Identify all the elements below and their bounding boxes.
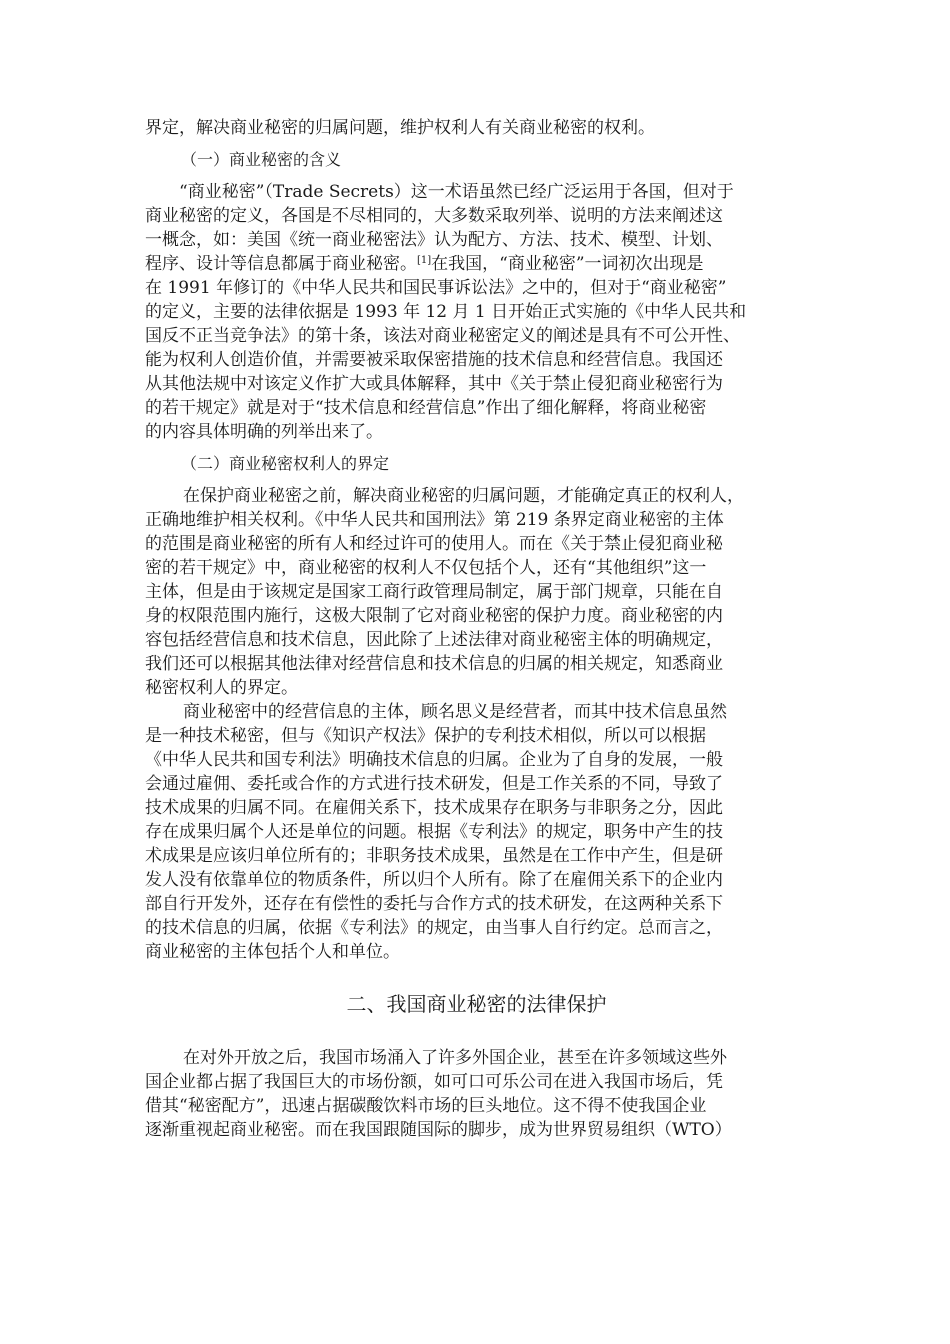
text-line: 《中华人民共和国专利法》明确技术信息的归属。企业为了自身的发展，一般 [145, 750, 723, 770]
text-line: 的技术信息的归属，依据《专利法》的规定，由当事人自行约定。总而言之， [145, 918, 723, 938]
text-line: 正确地维护相关权利。《中华人民共和国刑法》第 219 条界定商业秘密的主体 [145, 510, 724, 530]
text-line: 的若干规定》就是对于“技术信息和经营信息”作出了细化解释，将商业秘密 [145, 398, 707, 418]
text-line: 身的权限范围内施行，这极大限制了它对商业秘密的保护力度。商业秘密的内 [145, 606, 723, 626]
text-line: 国反不正当竞争法》的第十条，该法对商业秘密定义的阐述是具有不可公开性、 [145, 326, 740, 346]
paragraph-ownership [145, 700, 808, 964]
subheading-rightholder: （二）商业秘密权利人的界定 [181, 454, 390, 473]
text-line: 容包括经营信息和技术信息，因此除了上述法律对商业秘密主体的明确规定， [145, 630, 723, 650]
text-line: 界定，解决商业秘密的归属问题，维护权利人有关商业秘密的权利。 [145, 118, 655, 138]
text-segment: 在我国，“商业秘密”一词初次出现是 [431, 254, 704, 274]
text-line: 的内容具体明确的列举出来了。 [145, 422, 383, 442]
text-line: 在 1991 年修订的《中华人民共和国民事诉讼法》之中的，但对于“商业秘密” [145, 278, 727, 298]
section-heading: 二、我国商业秘密的法律保护 [346, 992, 607, 1016]
paragraph-opening-up [145, 1046, 808, 1142]
text-line: 部自行开发外，还存在有偿性的委托与合作方式的技术研发，在这两种关系下 [145, 894, 723, 914]
text-line: 主体，但是由于该规定是国家工商行政管理局制定，属于部门规章，只能在自 [145, 582, 723, 602]
paragraph-rightholder [145, 484, 808, 700]
paragraph-definition [145, 180, 808, 444]
text-line [145, 252, 808, 276]
text-line: 能为权利人创造价值，并需要被采取保密措施的技术信息和经营信息。我国还 [145, 350, 723, 370]
text-line: 发人没有依靠单位的物质条件，所以归个人所有。除了在雇佣关系下的企业内 [145, 870, 723, 890]
text-line: 借其“秘密配方”，迅速占据碳酸饮料市场的巨头地位。这不得不使我国企业 [145, 1096, 707, 1116]
text-line: 在对外开放之后，我国市场涌入了许多外国企业，甚至在许多领域这些外 [183, 1048, 727, 1068]
text-line: 我们还可以根据其他法律对经营信息和技术信息的归属的相关规定，知悉商业 [145, 654, 723, 674]
text-line: 的范围是商业秘密的所有人和经过许可的使用人。而在《关于禁止侵犯商业秘 [145, 534, 723, 554]
text-segment: 程序、设计等信息都属于商业秘密。 [145, 254, 417, 274]
text-line: 技术成果的归属不同。在雇佣关系下，技术成果存在职务与非职务之分，因此 [145, 798, 723, 818]
text-line: 密的若干规定》中，商业秘密的权利人不仅包括个人，还有“其他组织”这一 [145, 558, 707, 578]
subheading-meaning: （一）商业秘密的含义 [181, 150, 342, 169]
text-line: 逐渐重视起商业秘密。而在我国跟随国际的脚步，成为世界贸易组织（WTO） [145, 1120, 732, 1140]
text-line: 在保护商业秘密之前，解决商业秘密的归属问题，才能确定真正的权利人， [183, 486, 744, 506]
text-line: 商业秘密的定义，各国是不尽相同的，大多数采取列举、说明的方法来阐述这 [145, 206, 723, 226]
text-line: 商业秘密的主体包括个人和单位。 [145, 942, 400, 962]
document-page [145, 116, 808, 1142]
text-line: 是一种技术秘密，但与《知识产权法》保护的专利技术相似，所以可以根据 [145, 726, 706, 746]
text-line: 一概念，如：美国《统一商业秘密法》认为配方、方法、技术、模型、计划、 [145, 230, 723, 250]
text-line: 从其他法规中对该定义作扩大或具体解释，其中《关于禁止侵犯商业秘密行为 [145, 374, 723, 394]
text-line: “商业秘密”（Trade Secrets）这一术语虽然已经广泛运用于各国，但对于 [179, 182, 734, 202]
text-line: 术成果是应该归单位所有的；非职务技术成果，虽然是在工作中产生，但是研 [145, 846, 723, 866]
text-line: 的定义，主要的法律依据是 1993 年 12 月 1 日开始正式实施的《中华人民共和 [145, 302, 747, 322]
footnote-ref[interactable]: [1] [417, 255, 432, 266]
text-line: 存在成果归属个人还是单位的问题。根据《专利法》的规定，职务中产生的技 [145, 822, 723, 842]
text-line: 国企业都占据了我国巨大的市场份额，如可口可乐公司在进入我国市场后，凭 [145, 1072, 723, 1092]
text-line: 秘密权利人的界定。 [145, 678, 298, 698]
text-line: 会通过雇佣、委托或合作的方式进行技术研发，但是工作关系的不同，导致了 [145, 774, 723, 794]
paragraph-intro [145, 116, 808, 140]
text-line: 商业秘密中的经营信息的主体，顾名思义是经营者，而其中技术信息虽然 [183, 702, 727, 722]
